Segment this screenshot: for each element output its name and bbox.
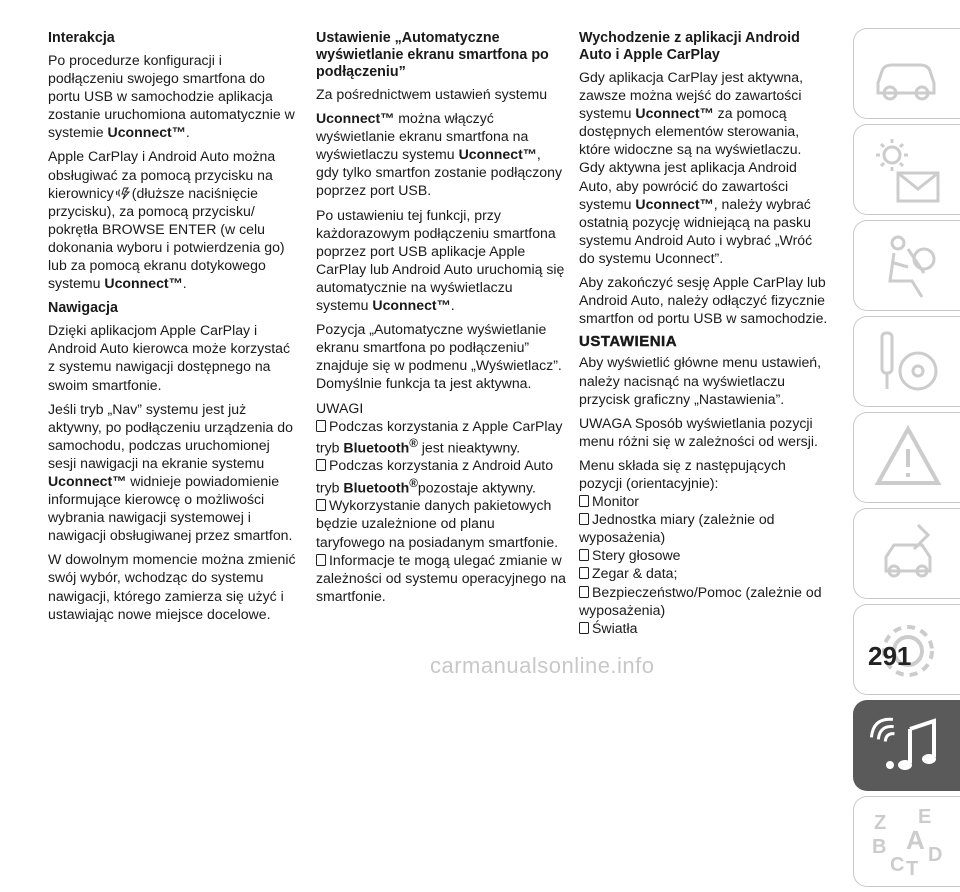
- alphabet-index-icon: [868, 805, 948, 881]
- index-letter: E: [918, 806, 932, 828]
- tab-multimedia[interactable]: [853, 700, 960, 791]
- paragraph: Apple CarPlay i Android Auto można obsługiwać za pomocą przycisku na kierownicy (dłuższe naciśnięcie przycisku), za pomocą przycisku/ pokrętła BROWSE ENTER (w celu dokonania wyboru i potwierdzenia go) lub za pomocą ekranu dotykowego systemu Uconnect™.: [48, 148, 285, 292]
- watermark: carmanualsonline.info: [430, 653, 655, 678]
- notes-heading: UWAGI: [316, 399, 364, 416]
- bullet-box-icon: [316, 459, 326, 471]
- list-item: Jednostka miary (zależnie od wyposażenia): [579, 511, 775, 546]
- bullet-box-icon: [579, 567, 589, 579]
- heading-interakcja: Interakcja: [48, 30, 115, 46]
- tab-starting[interactable]: [853, 316, 960, 407]
- paragraph: Dzięki aplikacjom Apple CarPlay i Android Auto kierowca może korzystać z systemu nawigacji dostępnego na swoim smartfonie.: [48, 322, 291, 393]
- chapter-tabs: [853, 28, 960, 892]
- tab-vehicle[interactable]: [853, 28, 960, 119]
- index-letter: C: [890, 854, 905, 876]
- list-item: Stery głosowe: [579, 546, 829, 564]
- column-2: [316, 30, 566, 605]
- wrench-car-icon: [868, 517, 948, 593]
- paragraph: Menu składa się z następujących pozycji (orientacyjnie):: [579, 456, 786, 491]
- steering-voice-button-icon: [115, 186, 131, 200]
- index-letter: T: [906, 858, 919, 880]
- note-item: Wykorzystanie danych pakietowych będzie uzależnione od planu taryfowego na posiadanym smartfonie.: [316, 497, 559, 550]
- index-letter: D: [928, 844, 943, 866]
- paragraph: Gdy aplikacja CarPlay jest aktywna, zawsze można wejść do zawartości systemu Uconnect™ za pomocą dostępnych elementów sterowania, które widoczne są na wyświetlaczu. Gdy aktywna jest aplikacja Android Auto, aby powrócić do zawartości systemu Uconnect™, należy wybrać ostatnią pozycję widniejącą na pasku systemu Android Auto i wybrać „Wróć do systemu Uconnect”.: [579, 69, 813, 266]
- heading-exit-apps: Wychodzenie z aplikacji Android Auto i Apple CarPlay: [579, 30, 800, 63]
- paragraph: Za pośrednictwem ustawień systemu: [316, 86, 548, 102]
- tab-index[interactable]: [853, 796, 960, 887]
- column-3: [579, 30, 829, 637]
- paragraph: Jeśli tryb „Nav” systemu jest już aktywny, po podłączeniu urządzenia do samochodu, podczas uruchomionej sesji nawigacji na ekranie systemu Uconnect™ widnieje powiadomienie informujące kierowcę o możliwości wybrania nawigacji systemowej i nawigacji obsługiwanej przez smartfon.: [48, 400, 293, 544]
- heading-nawigacja: Nawigacja: [48, 300, 118, 317]
- list-item: Monitor: [579, 492, 829, 510]
- column-1: [48, 30, 298, 629]
- bullet-box-icon: [579, 513, 589, 525]
- bullet-box-icon: [316, 420, 326, 432]
- note-item: Podczas korzystania z Android Auto tryb Bluetooth®pozostaje aktywny.: [316, 457, 554, 496]
- note-item: Podczas korzystania z Apple CarPlay tryb Bluetooth® jest nieaktywny.: [316, 417, 563, 456]
- paragraph: Aby wyświetlić główne menu ustawień, należy nacisnąć na wyświetlaczu przycisk graficzny „Nastawienia”.: [579, 354, 822, 407]
- list-item: Bezpieczeństwo/Pomoc (zależnie od wyposażenia): [579, 583, 822, 618]
- key-steering-icon: [868, 325, 948, 401]
- paragraph: W dowolnym momencie można zmienić swój wybór, wchodząc do systemu nawigacji, którego zamierza się użyć i ustawiając nowe miejsce docelowe.: [48, 551, 296, 622]
- index-letter: A: [906, 825, 925, 855]
- paragraph: Aby zakończyć sesję Apple CarPlay lub Android Auto, należy odłączyć fizycznie smartfon od portu USB w samochodzie.: [579, 274, 828, 327]
- list-item: Zegar & data;: [579, 564, 829, 582]
- bullet-box-icon: [579, 549, 589, 561]
- tab-dashboard[interactable]: [853, 124, 960, 215]
- car-icon: [868, 37, 948, 109]
- tab-maintenance[interactable]: [853, 508, 960, 599]
- note-item: Informacje te mogą ulegać zmianie w zależności od systemu operacyjnego na smartfonie.: [316, 551, 566, 604]
- lights-message-icon: [868, 133, 948, 209]
- warning-triangle-icon: [868, 421, 948, 497]
- heading-auto-display: Ustawienie „Automatyczne wyświetlanie ekranu smartfona po podłączeniu”: [316, 30, 549, 80]
- page-number: 291: [868, 641, 912, 671]
- tab-emergency[interactable]: [853, 412, 960, 503]
- index-letter: B: [872, 836, 887, 858]
- bullet-box-icon: [316, 554, 326, 566]
- paragraph: Po ustawieniu tej funkcji, przy każdorazowym podłączeniu smartfona poprzez port USB aplikacje Apple CarPlay lub Android Auto uruchomią się automatycznie na wyświetlaczu systemu Uconnect™.: [316, 206, 565, 314]
- bullet-box-icon: [579, 586, 589, 598]
- multimedia-music-icon: [868, 709, 948, 785]
- paragraph: Uconnect™ można włączyć wyświetlanie ekranu smartfona na wyświetlaczu systemu Uconnect™, gdy tylko smartfon zostanie podłączony poprzez port USB.: [316, 110, 562, 199]
- index-letter: Z: [874, 812, 887, 834]
- paragraph: Pozycja „Automatyczne wyświetlanie ekranu smartfona po podłączeniu” znajduje się w podmenu „Wyświetlacz”. Domyślnie funkcja ta jest aktywna.: [316, 321, 562, 392]
- seat-airbag-icon: [868, 229, 948, 305]
- paragraph: UWAGA Sposób wyświetlania pozycji menu różni się w zależności od wersji.: [579, 414, 818, 449]
- tab-safety[interactable]: [853, 220, 960, 311]
- bullet-box-icon: [579, 495, 589, 507]
- paragraph: Po procedurze konfiguracji i podłączeniu swojego smartfona do portu USB w samochodzie aplikacja zostanie uruchomiona automatycznie w systemie Uconnect™.: [48, 52, 295, 141]
- list-item: Światła: [579, 619, 829, 637]
- section-heading-ustawienia: USTAWIENIA: [579, 333, 678, 351]
- bullet-box-icon: [316, 499, 326, 511]
- bullet-box-icon: [579, 622, 589, 634]
